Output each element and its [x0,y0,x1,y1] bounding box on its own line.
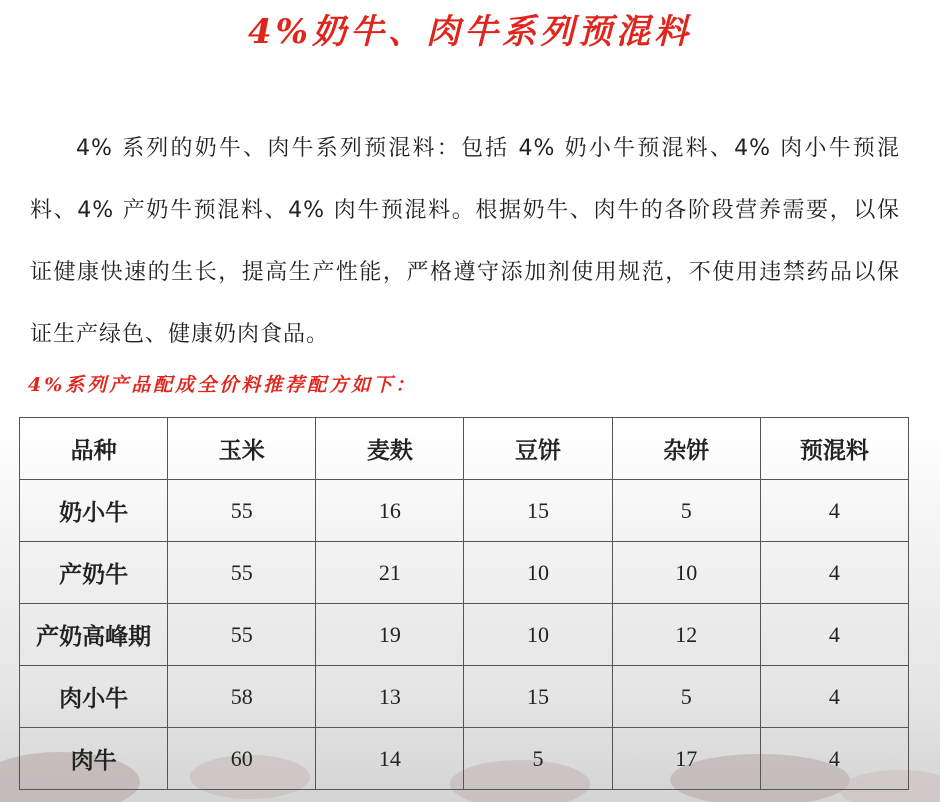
table-cell: 5 [464,728,612,790]
table-cell: 21 [316,542,464,604]
row-label: 肉小牛 [20,666,168,728]
table-cell: 13 [316,666,464,728]
intro-paragraph: 4% 系列的奶牛、肉牛系列预混料：包括 4% 奶小牛预混料、4% 肉小牛预混料、4% 产奶牛预混料、4% 肉牛预混料。根据奶牛、肉牛的各阶段营养需要，以保证健康快速的生长，提高生产性能，严格遵守添加剂使用规范，不使用违禁药品以保证生产绿色、健康奶肉食品。 [30,136,900,347]
column-header: 预混料 [760,418,908,480]
table-row [20,480,909,542]
recipe-table [19,417,909,790]
table-cell: 12 [612,604,760,666]
table-cell: 55 [168,542,316,604]
recipe-subtitle: 4%系列产品配成全价料推荐配方如下： [28,374,418,396]
table-cell: 5 [612,666,760,728]
table-row [20,604,909,666]
table-header-row [20,418,909,480]
column-header: 玉米 [168,418,316,480]
table-cell: 10 [464,542,612,604]
table-cell: 19 [316,604,464,666]
table-row [20,542,909,604]
table-cell: 15 [464,480,612,542]
row-label: 产奶高峰期 [20,604,168,666]
table-cell: 10 [612,542,760,604]
table-cell: 17 [612,728,760,790]
table-row [20,666,909,728]
table-cell: 4 [760,666,908,728]
table-cell: 58 [168,666,316,728]
table-cell: 15 [464,666,612,728]
row-label: 肉牛 [20,728,168,790]
table-cell: 4 [760,542,908,604]
table-cell: 16 [316,480,464,542]
table-cell: 55 [168,604,316,666]
column-header: 杂饼 [612,418,760,480]
column-header: 麦麸 [316,418,464,480]
table-cell: 55 [168,480,316,542]
table-cell: 10 [464,604,612,666]
table-cell: 4 [760,728,908,790]
table-cell: 5 [612,480,760,542]
table-cell: 60 [168,728,316,790]
column-header: 豆饼 [464,418,612,480]
table-cell: 14 [316,728,464,790]
row-label: 奶小牛 [20,480,168,542]
row-label: 产奶牛 [20,542,168,604]
page-title: 4%奶牛、肉牛系列预混料 [248,12,692,52]
column-header: 品种 [20,418,168,480]
table-cell: 4 [760,604,908,666]
table-row [20,728,909,790]
table-cell: 4 [760,480,908,542]
